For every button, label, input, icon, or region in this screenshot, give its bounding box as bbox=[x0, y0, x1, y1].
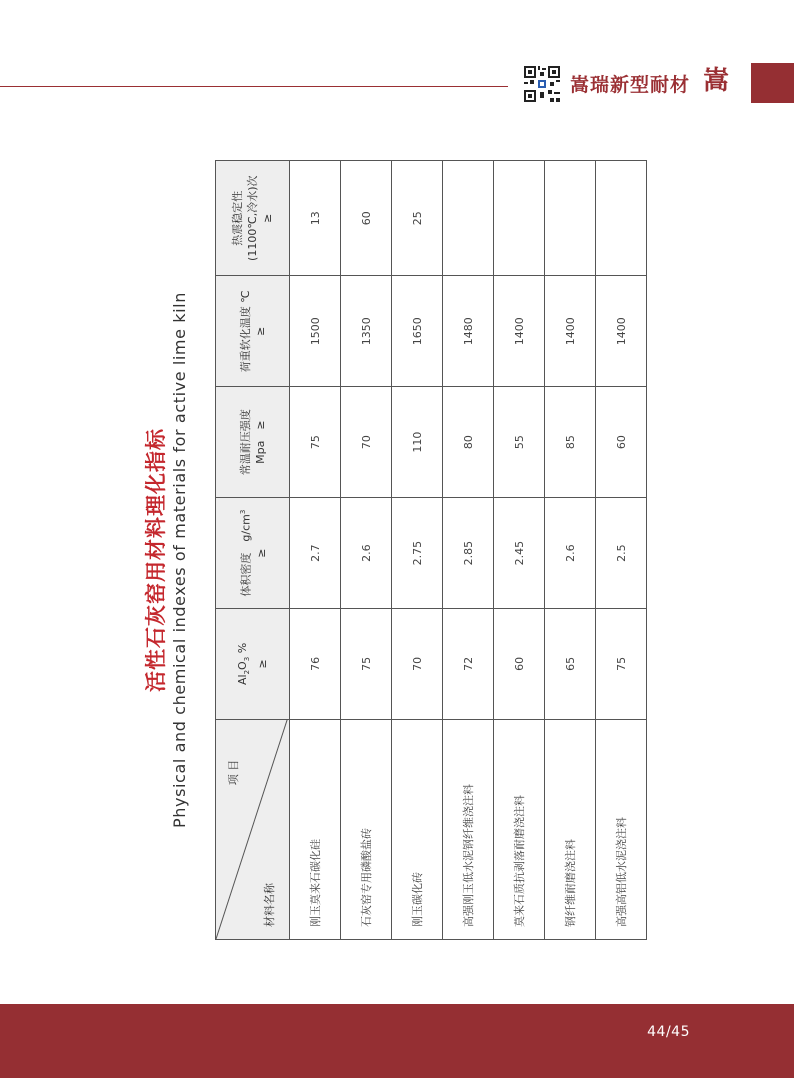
cell-thermal-shock: 60 bbox=[341, 161, 392, 276]
footer-band bbox=[0, 1004, 794, 1078]
header-thermal-shock: 热震稳定性 (1100℃,冷水)次 ≥ bbox=[216, 161, 290, 276]
cell-strength: 70 bbox=[341, 387, 392, 498]
table-row bbox=[494, 161, 545, 940]
header-rule bbox=[0, 86, 508, 87]
brand-logo: 嵩 bbox=[703, 66, 730, 96]
cell-softening: 1480 bbox=[443, 276, 494, 387]
cell-strength: 75 bbox=[290, 387, 341, 498]
cell-density: 2.7 bbox=[290, 498, 341, 609]
cell-softening: 1500 bbox=[290, 276, 341, 387]
material-name: 刚玉碳化砖 bbox=[392, 719, 443, 939]
cell-density: 2.6 bbox=[545, 498, 596, 609]
table-row bbox=[341, 161, 392, 940]
cell-alumina: 75 bbox=[341, 609, 392, 720]
corner-label-material: 材料名称 bbox=[263, 883, 276, 927]
cell-density: 2.85 bbox=[443, 498, 494, 609]
cell-thermal-shock: 13 bbox=[290, 161, 341, 276]
material-name: 莫来石质抗剥落耐磨浇注料 bbox=[494, 719, 545, 939]
cell-alumina: 65 bbox=[545, 609, 596, 720]
cell-density: 2.75 bbox=[392, 498, 443, 609]
diagonal-line bbox=[216, 719, 290, 939]
material-name: 刚玉莫来石碳化硅 bbox=[290, 719, 341, 939]
cell-strength: 60 bbox=[596, 387, 647, 498]
cell-density: 2.5 bbox=[596, 498, 647, 609]
cell-thermal-shock bbox=[545, 161, 596, 276]
cell-softening: 1400 bbox=[545, 276, 596, 387]
header-softening: 荷重软化温度 ℃ ≥ bbox=[216, 276, 290, 387]
cell-softening: 1650 bbox=[392, 276, 443, 387]
cell-alumina: 76 bbox=[290, 609, 341, 720]
cell-thermal-shock bbox=[596, 161, 647, 276]
cell-density: 2.6 bbox=[341, 498, 392, 609]
cell-alumina: 60 bbox=[494, 609, 545, 720]
material-name: 石灰窑专用磷酸盐砖 bbox=[341, 719, 392, 939]
cell-thermal-shock bbox=[494, 161, 545, 276]
cell-softening: 1400 bbox=[596, 276, 647, 387]
title-english: Physical and chemical indexes of materials for active lime kiln bbox=[170, 292, 189, 828]
cell-strength: 85 bbox=[545, 387, 596, 498]
table-row bbox=[443, 161, 494, 940]
cell-alumina: 72 bbox=[443, 609, 494, 720]
corner-header-cell bbox=[216, 719, 290, 939]
corner-block bbox=[751, 63, 794, 103]
header-density: 体积密度 $g/cm^3$ ≥ bbox=[216, 498, 290, 609]
cell-strength: 110 bbox=[392, 387, 443, 498]
cell-strength: 55 bbox=[494, 387, 545, 498]
table-row bbox=[596, 161, 647, 940]
table-row bbox=[392, 161, 443, 940]
header-row bbox=[216, 161, 290, 940]
header-alumina: $Al_2O_3$ % ≥ bbox=[216, 609, 290, 720]
cell-strength: 80 bbox=[443, 387, 494, 498]
table-row bbox=[545, 161, 596, 940]
cell-density: 2.45 bbox=[494, 498, 545, 609]
material-name: 高强刚玉低水泥钢纤维浇注料 bbox=[443, 719, 494, 939]
title-chinese: 活性石灰窑用材料理化指标 bbox=[144, 428, 168, 692]
cell-thermal-shock bbox=[443, 161, 494, 276]
corner-label-item: 项 目 bbox=[227, 759, 240, 786]
cell-alumina: 70 bbox=[392, 609, 443, 720]
table-row bbox=[290, 161, 341, 940]
cell-thermal-shock: 25 bbox=[392, 161, 443, 276]
header-strength: 常温耐压强度 Mpa ≥ bbox=[216, 387, 290, 498]
properties-table bbox=[215, 160, 647, 940]
material-name: 高强高铝低水泥浇注料 bbox=[596, 719, 647, 939]
rotated-content bbox=[140, 160, 660, 960]
qr-code-icon bbox=[522, 64, 562, 104]
cell-alumina: 75 bbox=[596, 609, 647, 720]
brand-name: 嵩瑞新型耐材 bbox=[570, 74, 691, 96]
material-name: 钢纤维耐磨浇注料 bbox=[545, 719, 596, 939]
page-number: 44/45 bbox=[647, 1024, 690, 1040]
cell-softening: 1400 bbox=[494, 276, 545, 387]
cell-softening: 1350 bbox=[341, 276, 392, 387]
